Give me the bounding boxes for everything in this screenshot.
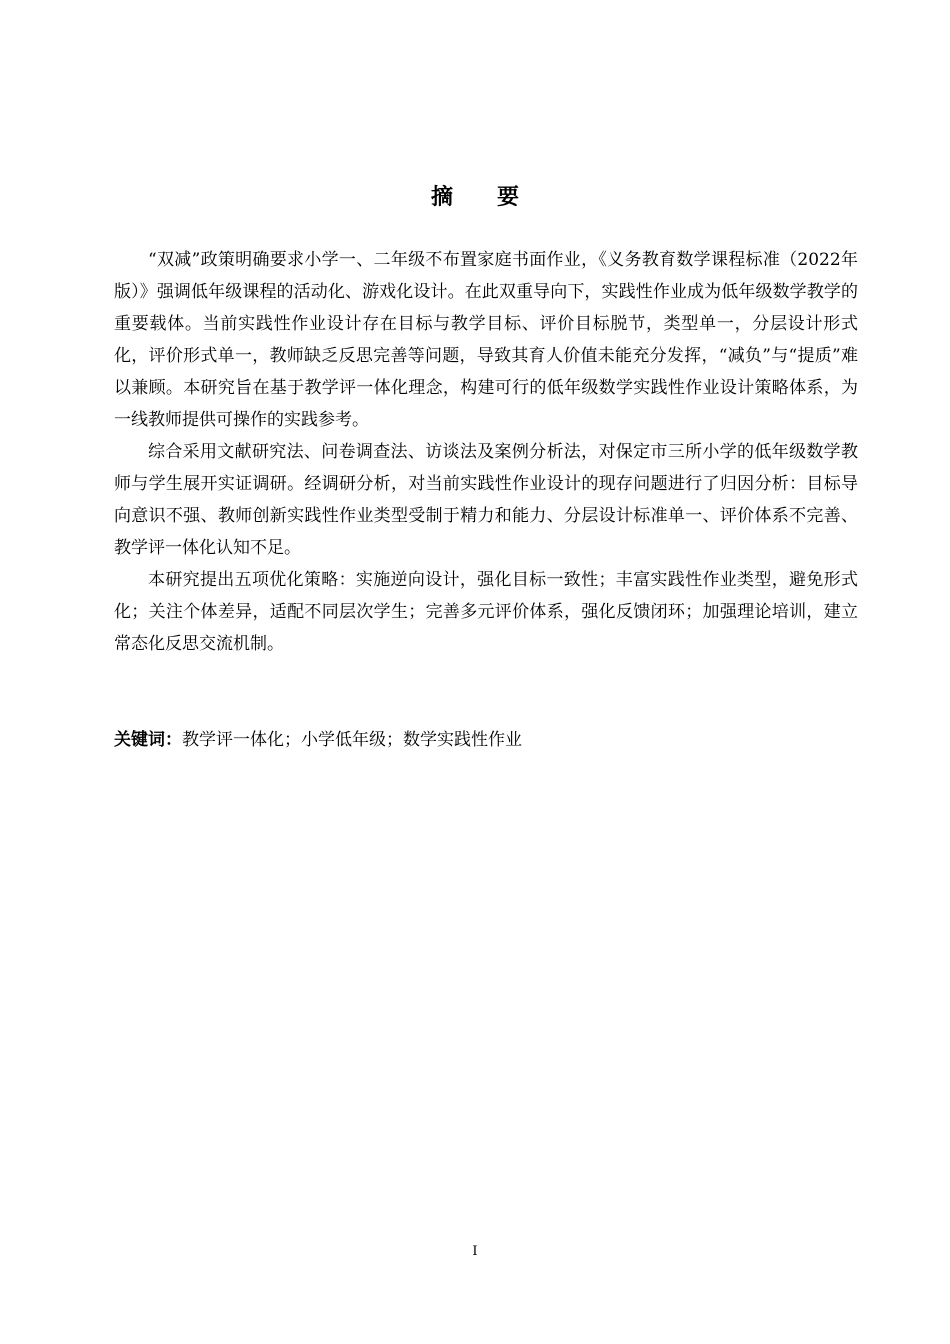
keywords-line [114, 724, 858, 756]
page-number: I [472, 1244, 478, 1259]
abstract-body [114, 244, 858, 660]
keywords-label: 关键词： [114, 730, 182, 750]
abstract-paragraph-1: “双减”政策明确要求小学一、二年级不布置家庭书面作业，《义务教育数学课程标准（2022年版）》强调低年级课程的活动化、游戏化设计。在此双重导向下，实践性作业成为低年级数学教学的重要载体。当前实践性作业设计存在目标与教学目标、评价目标脱节，类型单一，分层设计形式化，评价形式单一，教师缺乏反思完善等问题，导致其育人价值未能充分发挥，“减负”与“提质”难以兼顾。本研究旨在基于教学评一体化理念，构建可行的低年级数学实践性作业设计策略体系，为一线教师提供可操作的实践参考。 [114, 250, 858, 430]
title-char-2: 要 [497, 185, 520, 210]
abstract-title [0, 180, 950, 211]
keywords-text: 教学评一体化；小学低年级；数学实践性作业 [182, 730, 522, 750]
abstract-paragraph-3: 本研究提出五项优化策略：实施逆向设计，强化目标一致性；丰富实践性作业类型，避免形式化；关注个体差异，适配不同层次学生；完善多元评价体系，强化反馈闭环；加强理论培训，建立常态化反思交流机制。 [114, 570, 858, 654]
title-char-1: 摘 [430, 185, 453, 210]
abstract-paragraph-2: 综合采用文献研究法、问卷调查法、访谈法及案例分析法，对保定市三所小学的低年级数学教师与学生展开实证调研。经调研分析，对当前实践性作业设计的现存问题进行了归因分析：目标导向意识不强、教师创新实践性作业类型受制于精力和能力、分层设计标准单一、评价体系不完善、教学评一体化认知不足。 [114, 442, 858, 558]
